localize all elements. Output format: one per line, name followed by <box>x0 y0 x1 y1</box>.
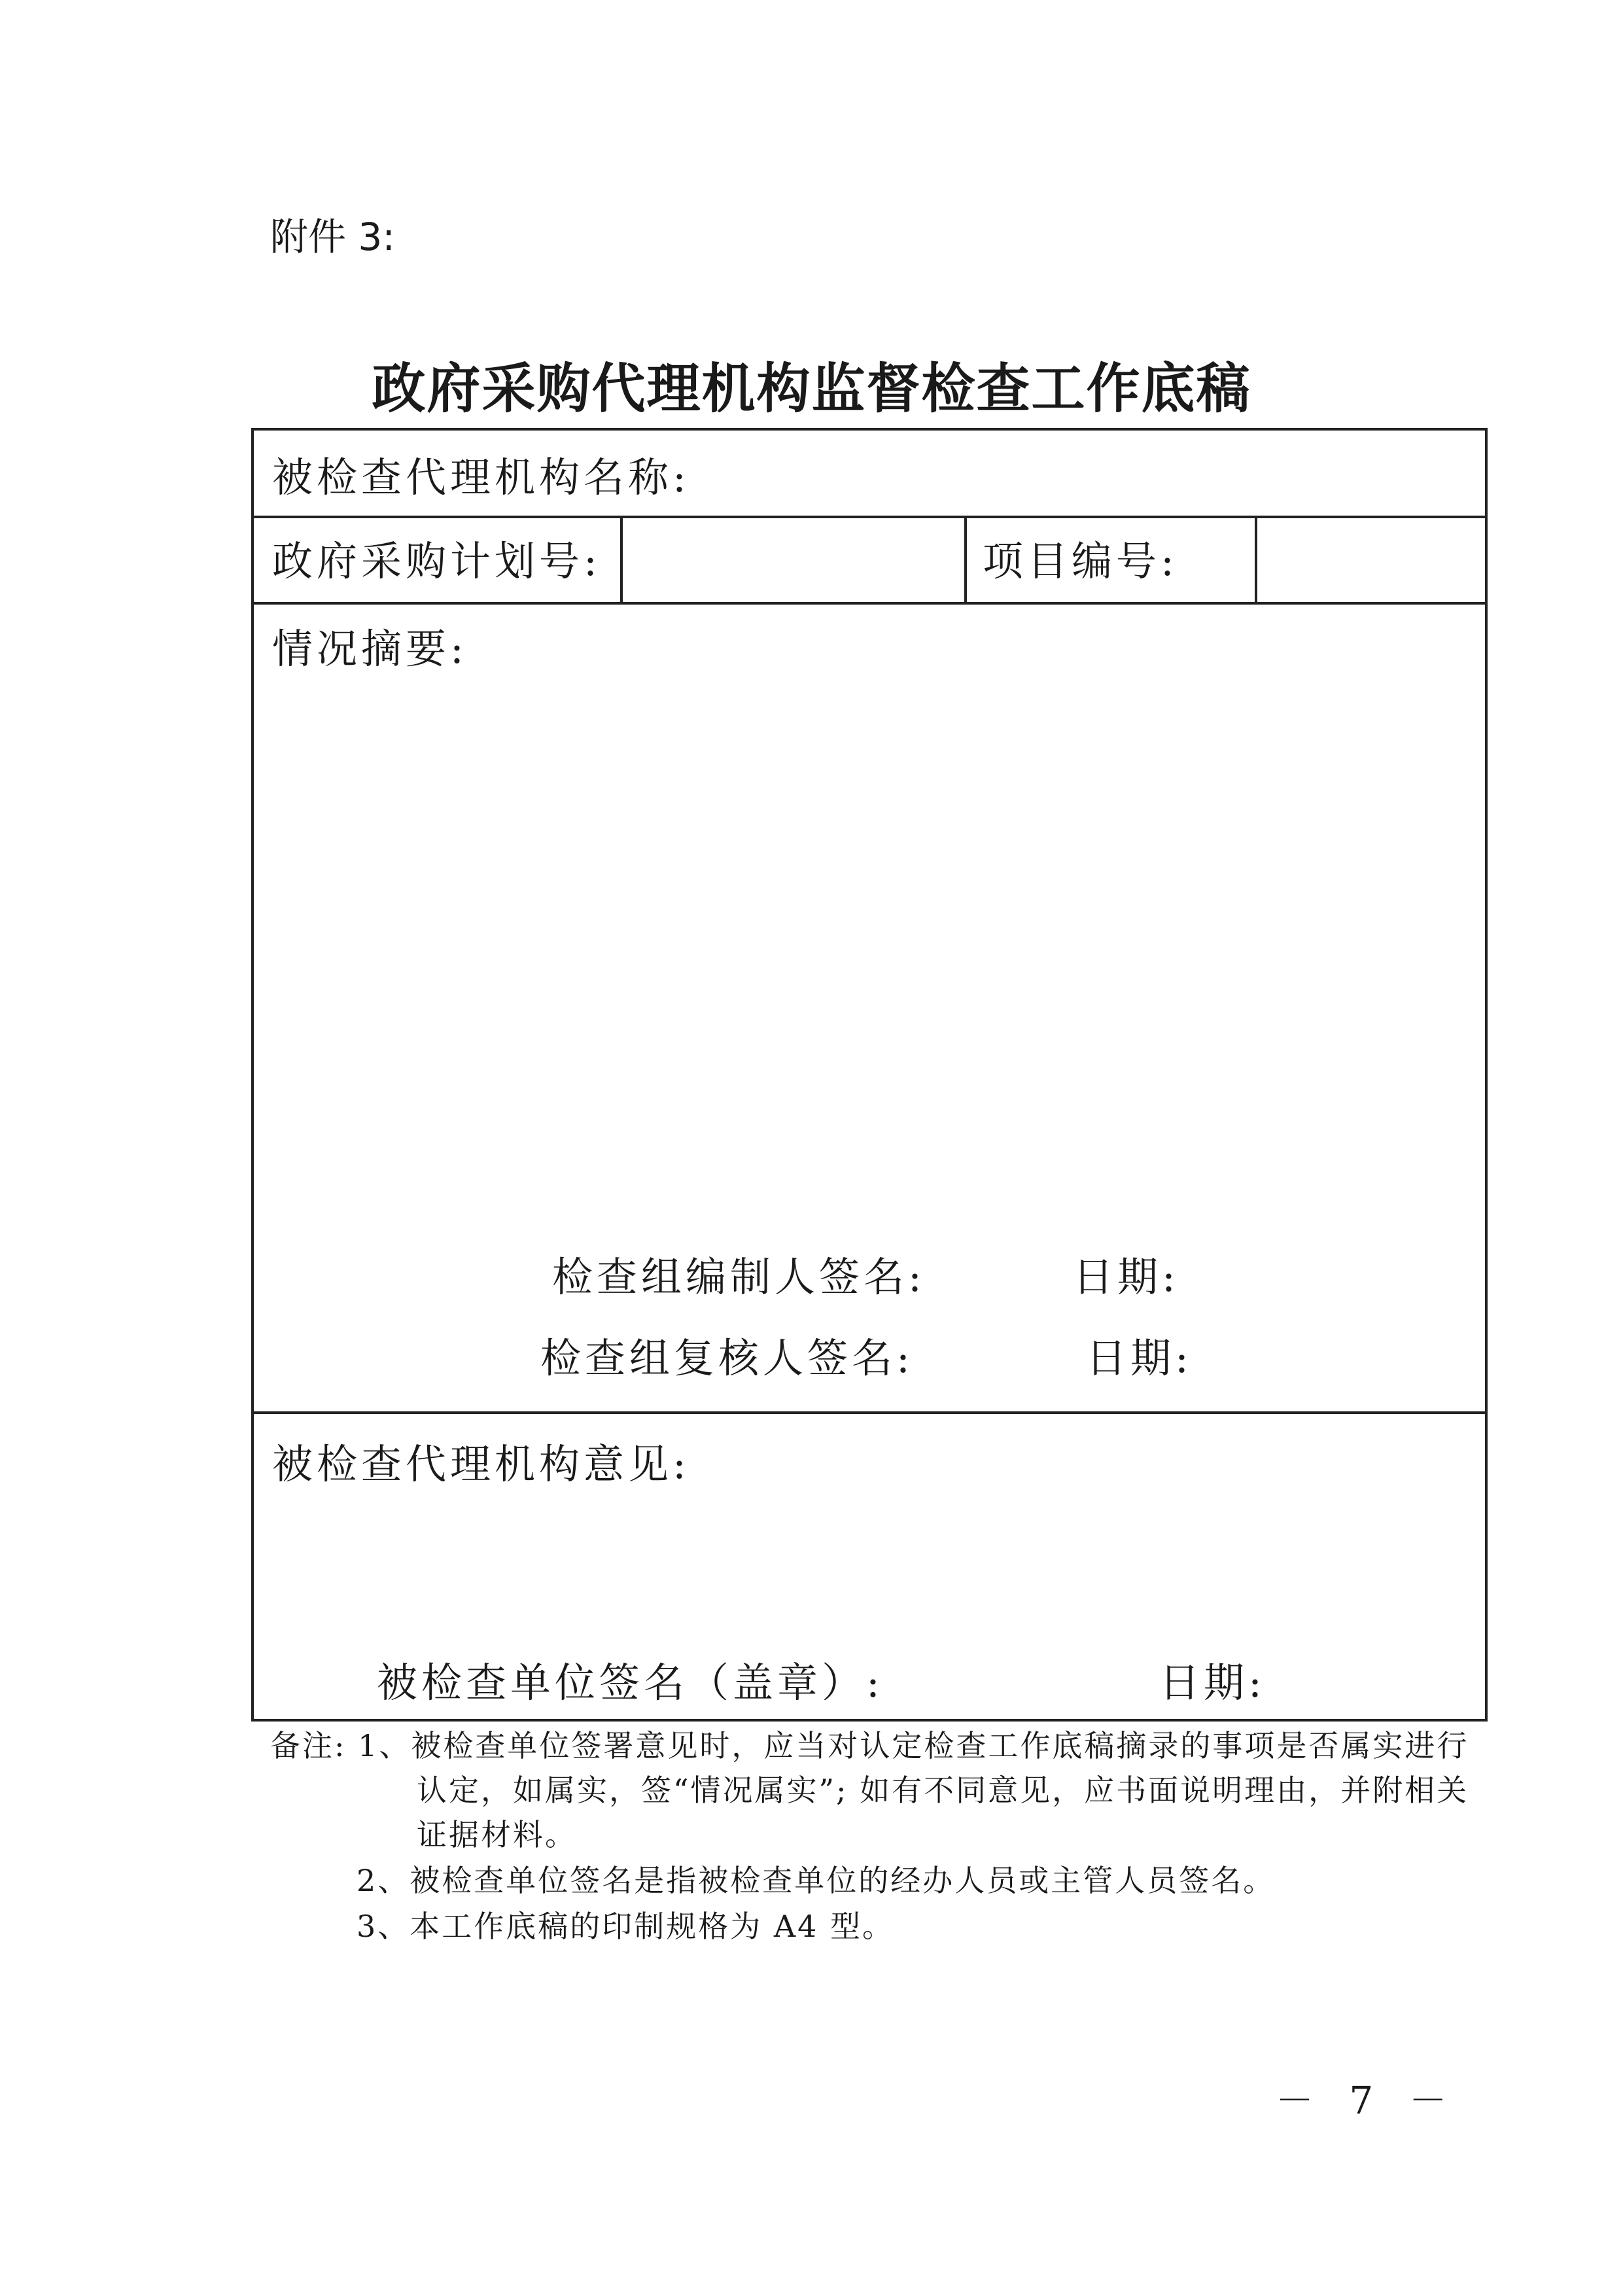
agency-name-label: 被检查代理机构名称: <box>272 453 690 501</box>
agency-opinion-content-area[interactable] <box>272 1504 1463 1608</box>
remark-3: 3、本工作底稿的印制规格为 A4 型。 <box>357 1909 894 1944</box>
page-number: － 7 － <box>1276 2078 1459 2123</box>
compiler-date-label: 日期: <box>1073 1253 1179 1301</box>
column-divider-2 <box>964 517 967 603</box>
row-divider-2 <box>254 602 1485 605</box>
reviewer-date-label: 日期: <box>1086 1334 1193 1382</box>
summary-content-area[interactable] <box>272 692 1463 1019</box>
plan-number-label: 政府采购计划号: <box>272 537 601 585</box>
project-number-label: 项目编号: <box>983 537 1178 585</box>
document-title: 政府采购代理机构监督检查工作底稿 <box>372 358 1251 420</box>
inspection-form-table <box>251 428 1488 1722</box>
column-divider-3 <box>1255 517 1257 603</box>
attachment-label: 附件 3: <box>270 215 395 259</box>
project-number-value-cell[interactable] <box>1259 520 1484 601</box>
plan-number-value-cell[interactable] <box>624 520 963 601</box>
row-divider-3 <box>254 1411 1485 1414</box>
row-divider-1 <box>254 516 1485 518</box>
agency-opinion-label: 被检查代理机构意见: <box>272 1440 690 1488</box>
reviewer-signature-label: 检查组复核人签名: <box>540 1334 914 1382</box>
remark-2: 2、被检查单位签名是指被检查单位的经办人员或主管人员签名。 <box>357 1863 1276 1898</box>
summary-label: 情况摘要: <box>272 625 468 673</box>
unit-date-label: 日期: <box>1159 1659 1266 1706</box>
remark-1-line-1: 备注: 1、被检查单位签署意见时，应当对认定检查工作底稿摘录的事项是否属实进行 <box>270 1728 1469 1763</box>
column-divider-1 <box>620 517 623 603</box>
compiler-signature-label: 检查组编制人签名: <box>552 1253 926 1301</box>
remark-1-line-2: 认定，如属实，签“情况属实”; 如有不同意见，应书面说明理由，并附相关 <box>417 1773 1469 1808</box>
remark-1-line-3: 证据材料。 <box>417 1817 577 1852</box>
unit-signature-seal-label: 被检查单位签名（盖章）: <box>377 1659 884 1706</box>
